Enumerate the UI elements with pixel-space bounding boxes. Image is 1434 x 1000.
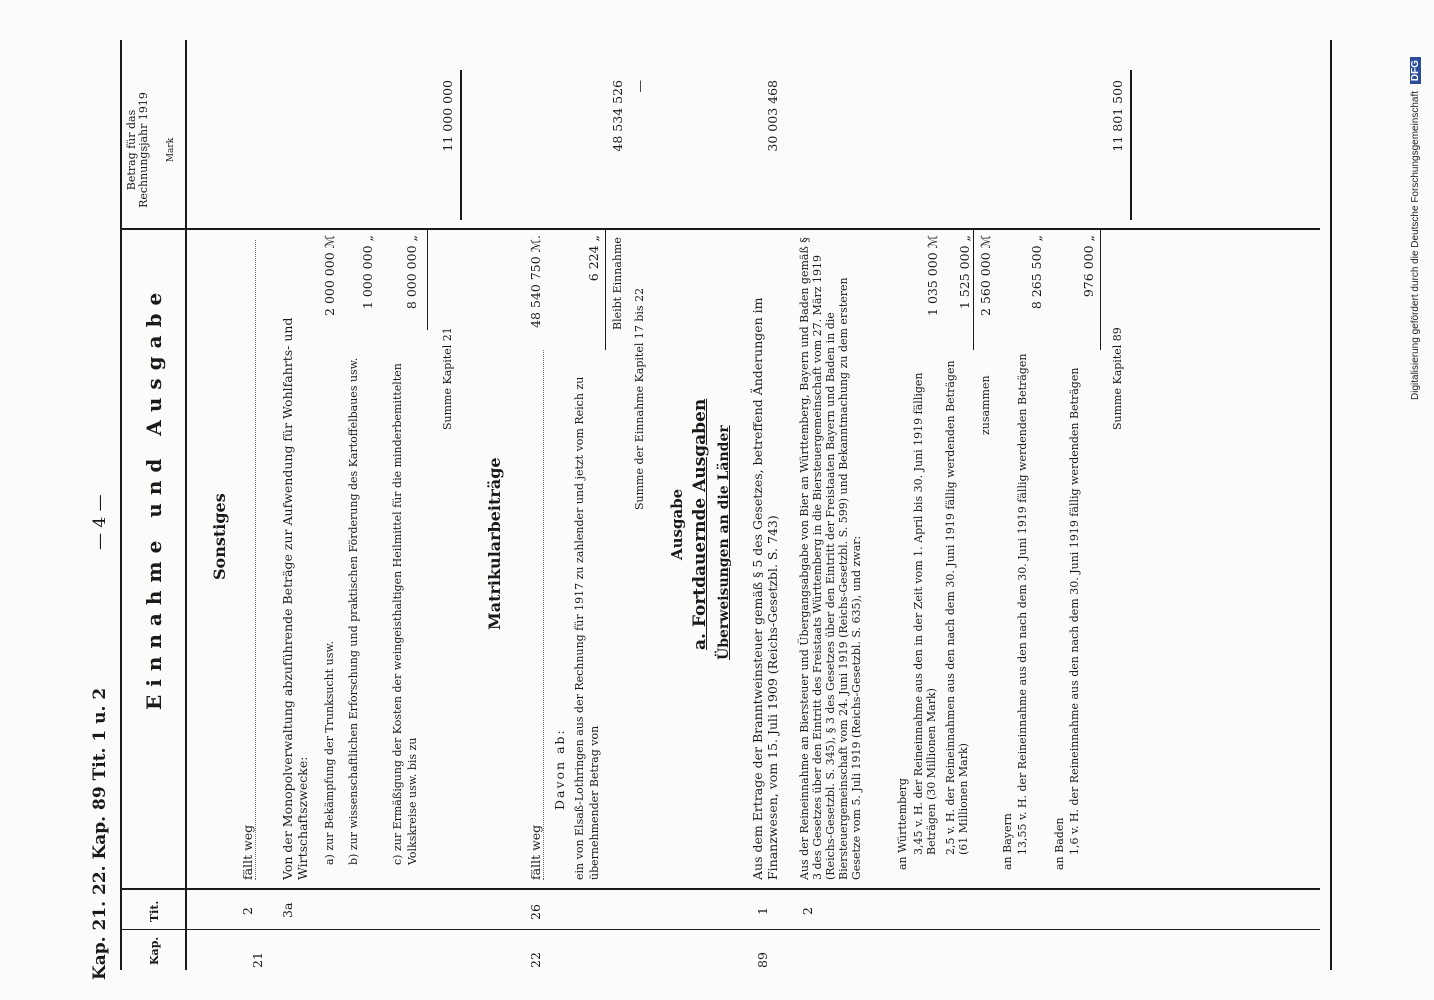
sum-rule-21 [427,230,428,330]
zusammen-label: zusammen [979,375,992,435]
tit-2-ausgabe: 2 [800,907,815,915]
sum-value-89: 11 801 500 [1110,80,1125,152]
sum-double-rule-89 [1130,70,1132,220]
sum-rule-89 [1100,230,1101,350]
sum-double-rule-21 [460,70,462,220]
section-heading-ausgabe: Ausgabe [668,488,686,560]
item-b-label: b) zur wissenschaftlichen Erforschung und praktischen Förderung des Kartoffelbaues usw. [347,357,360,865]
sum-label-einnahme: Summe der Einnahme Kapitel 17 bis 22 [633,287,646,510]
table-top-rule [120,40,122,970]
tit-26: 26 [528,904,543,920]
sum-value-einnahme: — [632,80,647,93]
label-bayern: an Bayern [1001,813,1014,870]
row-faellt-weg-2: fällt weg [528,350,544,880]
label-wuerttemberg: an Württemberg [896,778,909,870]
deduction-amount: 6 224 „ [586,235,601,282]
bleibt-value: 48 534 526 [610,80,625,152]
col-head-title: Einnahme und Ausgabe [142,284,166,710]
sum-label-89: Summe Kapitel 89 [1111,327,1124,430]
kap-89: 89 [755,952,770,968]
bd1-label: 1,6 v. H. der Reineinnahme aus den nach dem 30. Juni 1919 fällig werdenden Beträgen [1068,367,1081,855]
section-heading-matrikular: Matrikularbeiträge [485,457,504,630]
page-number: — 4 — [90,494,110,550]
sum-value-21: 11 000 000 [440,80,455,152]
sum-label-21: Summe Kapitel 21 [441,327,454,430]
scanner-attribution-text: Digitalisierung gefördert durch die Deutsche Forschungsgemeinschaft [1410,90,1421,400]
tit-2: 2 [240,907,255,915]
b1-label: 13,55 v. H. der Reineinnahme aus den nach dem 30. Juni 1919 fällig werdenden Beträgen [1016,353,1029,855]
bd1-amount: 976 000 „ [1081,235,1096,298]
kap-22: 22 [528,952,543,968]
col-head-amount: Betrag für das Rechnungsjahr 1919 [125,92,150,208]
header-kap-range: Kap. 21. 22. Kap. 89 Tit. 1 u. 2 [90,687,110,980]
zusammen-amount: 2 560 000 ℳ [978,235,993,316]
tit-column-rule [120,888,1320,890]
scanner-attribution [1410,10,1434,400]
zusammen-rule [973,230,974,350]
item-c-amount: 8 000 000 „ [404,235,419,310]
tit-3a: 3a [280,902,295,918]
kap-column-rule [120,929,1320,930]
item-b-amount: 1 000 000 „ [360,235,375,310]
w2-amount: 1 525 000 „ [957,235,972,310]
deduction-rule [605,230,606,350]
tit-1: 1 [755,907,770,915]
bleibt-label: Bleibt Einnahme [611,237,624,330]
header-bottom-rule [185,40,187,970]
label-baden: an Baden [1053,817,1066,870]
kap-21: 21 [250,952,265,968]
item-c-label: c) zur Ermäßigung der Kosten der weingeisthaltigen Heilmittel für die minderbemittelten Volkskreise usw. bis zu [391,363,419,865]
dfg-logo-badge: DFG [1410,57,1421,84]
amount-column-rule [120,228,1320,230]
row-monopolverwaltung: Von der Monopolverwaltung abzuführende Beträge zur Aufwendung für Wohlfahrts- und Wirtschaftszwecke: [280,317,310,880]
item-a-label: a) zur Bekämpfung der Trunksucht usw. [323,640,336,865]
col-head-kap: Kap. [148,936,161,965]
w1-amount: 1 035 000 ℳ [925,235,940,316]
matrikular-amount-total: 48 540 750 ℳ. [528,235,543,328]
section-subsubheading-ueberweisungen: Überweisungen an die Länder [716,425,732,660]
item-a-amount: 2 000 000 ℳ [322,235,337,316]
table-bottom-rule [1330,40,1332,970]
row-faellt-weg-1: fällt weg [240,240,256,880]
b1-amount: 8 265 500 „ [1029,235,1044,310]
row1-value: 30 003 468 [765,80,780,152]
col-head-tit: Tit. [148,900,161,922]
section-subheading-fortdauernde: a. Fortdauernde Ausgaben [690,398,710,650]
w2-label: 2,5 v. H. der Reineinnahmen aus den nach dem 30. Juni 1919 fällig werdenden Beträgen (61 Millionen Mark) [944,360,970,855]
w1-label: 3,45 v. H. der Reineinnahme aus den in der Zeit vom 1. April bis 30. Juni 1919 fälligen Beträgen (30 Millionen Mark) [912,372,938,855]
section-heading-sonstiges: Sonstiges [210,493,229,580]
row2-text: Aus der Reineinnahme an Biersteuer und Übergangsabgabe von Bier an Württemberg, Bayern und Baden gemäß § 3 des Gesetzes über den Eintritt des Freistaats Württemberg in die Biersteuergemeinschaft vom 27. März 1919 (Reichs-Gesetzbl. S. 345), § 3 des Gesetzes über den Eintritt der Freistaaten Bayern und Baden in die Biersteuergemeinschaft vom 24. Juni 1919 (Reichs-Gesetzbl. S. 599) und Bekanntmachung zu dem ersteren Gesetze vom 5. Juli 1919 (Reichs-Gesetzbl. S. 635), und zwar: [798,237,863,880]
page-content [90,30,1350,990]
row1-text: Aus dem Ertrage der Branntweinsteuer gemäß § 5 des Gesetzes, betreffend Änderungen im Finanzwesen, vom 15. Juli 1909 (Reichs-Gesetzbl. S. 743) [750,297,780,880]
col-head-amount-unit: Mark [166,137,176,163]
davon-ab: Davon ab: [552,728,567,810]
deduction-text: ein von Elsaß-Lothringen aus der Rechnung für 1917 zu zahlender und jetzt vom Reich zu übernehmender Betrag von [573,376,601,880]
